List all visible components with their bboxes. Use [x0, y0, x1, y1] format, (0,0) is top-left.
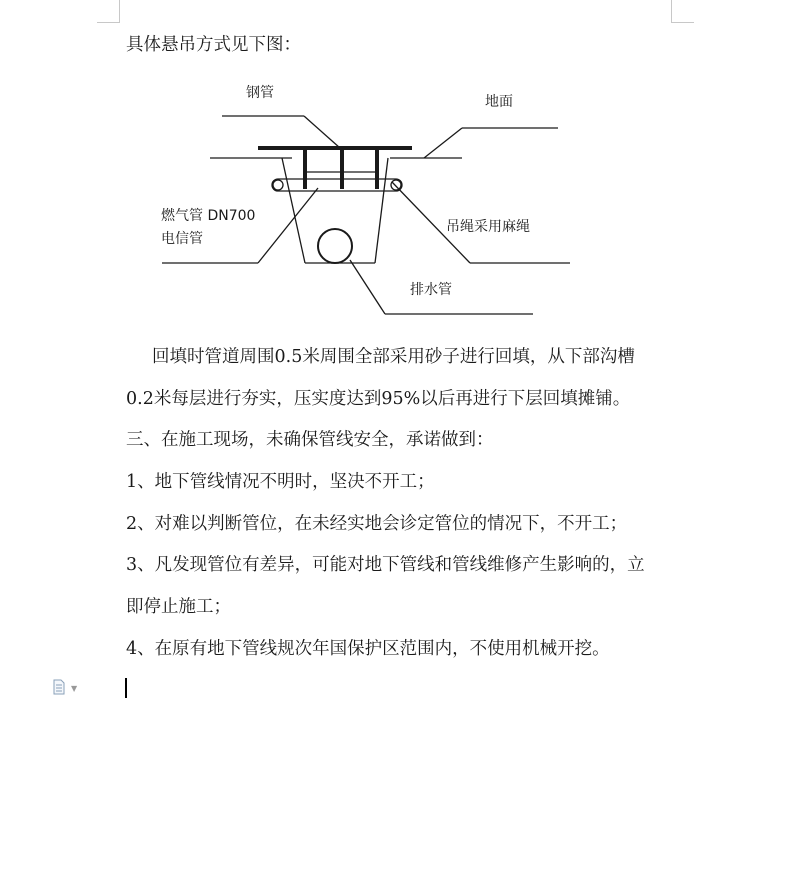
list-item-3-line2[interactable]: 即停止施工；	[126, 597, 231, 617]
gas-pipe-bundle	[272, 179, 402, 191]
gas-pipe-leader	[258, 188, 318, 263]
paragraph-backfill-line1[interactable]: 回填时管道周围0.5米周围全部采用砂子进行回填，从下部沟槽	[152, 347, 635, 367]
list-item-3-line1[interactable]: 3、凡发现管位有差异，可能对地下管线和管线维修产生影响的，立	[126, 555, 645, 575]
label-steel-pipe: 钢管	[246, 85, 274, 101]
paragraph-backfill-line2[interactable]: 0.2米每层进行夯实，压实度达到95%以后再进行下层回填摊铺。	[126, 389, 631, 409]
intro-text[interactable]: 具体悬吊方式见下图：	[126, 35, 301, 55]
label-gas-pipe: 燃气管 DN700	[161, 208, 256, 224]
paragraph-icon[interactable]	[52, 679, 66, 695]
drain-leader	[350, 260, 385, 314]
label-ground: 地面	[485, 94, 513, 110]
section-heading-3[interactable]: 三、在施工现场，未确保管线安全，承诺做到：	[126, 430, 494, 450]
chevron-down-icon[interactable]: ▼	[71, 684, 78, 693]
list-item-1[interactable]: 1、地下管线情况不明时，坚决不开工；	[126, 472, 435, 492]
label-telecom: 电信管	[161, 231, 203, 247]
drain-pipe	[318, 229, 352, 263]
gas-pipe-end-left	[273, 180, 283, 190]
steel-pipe-leader	[304, 116, 340, 148]
trench-wall-left	[282, 158, 305, 263]
suspension-diagram	[0, 0, 789, 340]
label-drain: 排水管	[410, 282, 452, 298]
label-rope: 吊绳采用麻绳	[446, 219, 530, 235]
ground-leader	[424, 128, 462, 158]
list-item-2[interactable]: 2、对难以判断管位，在未经实地会诊定管位的情况下，不开工；	[126, 514, 628, 534]
gas-pipe-end-right	[391, 180, 401, 190]
text-cursor	[125, 678, 127, 698]
list-item-4[interactable]: 4、在原有地下管线规次年国保护区范围内，不使用机械开挖。	[126, 639, 610, 659]
